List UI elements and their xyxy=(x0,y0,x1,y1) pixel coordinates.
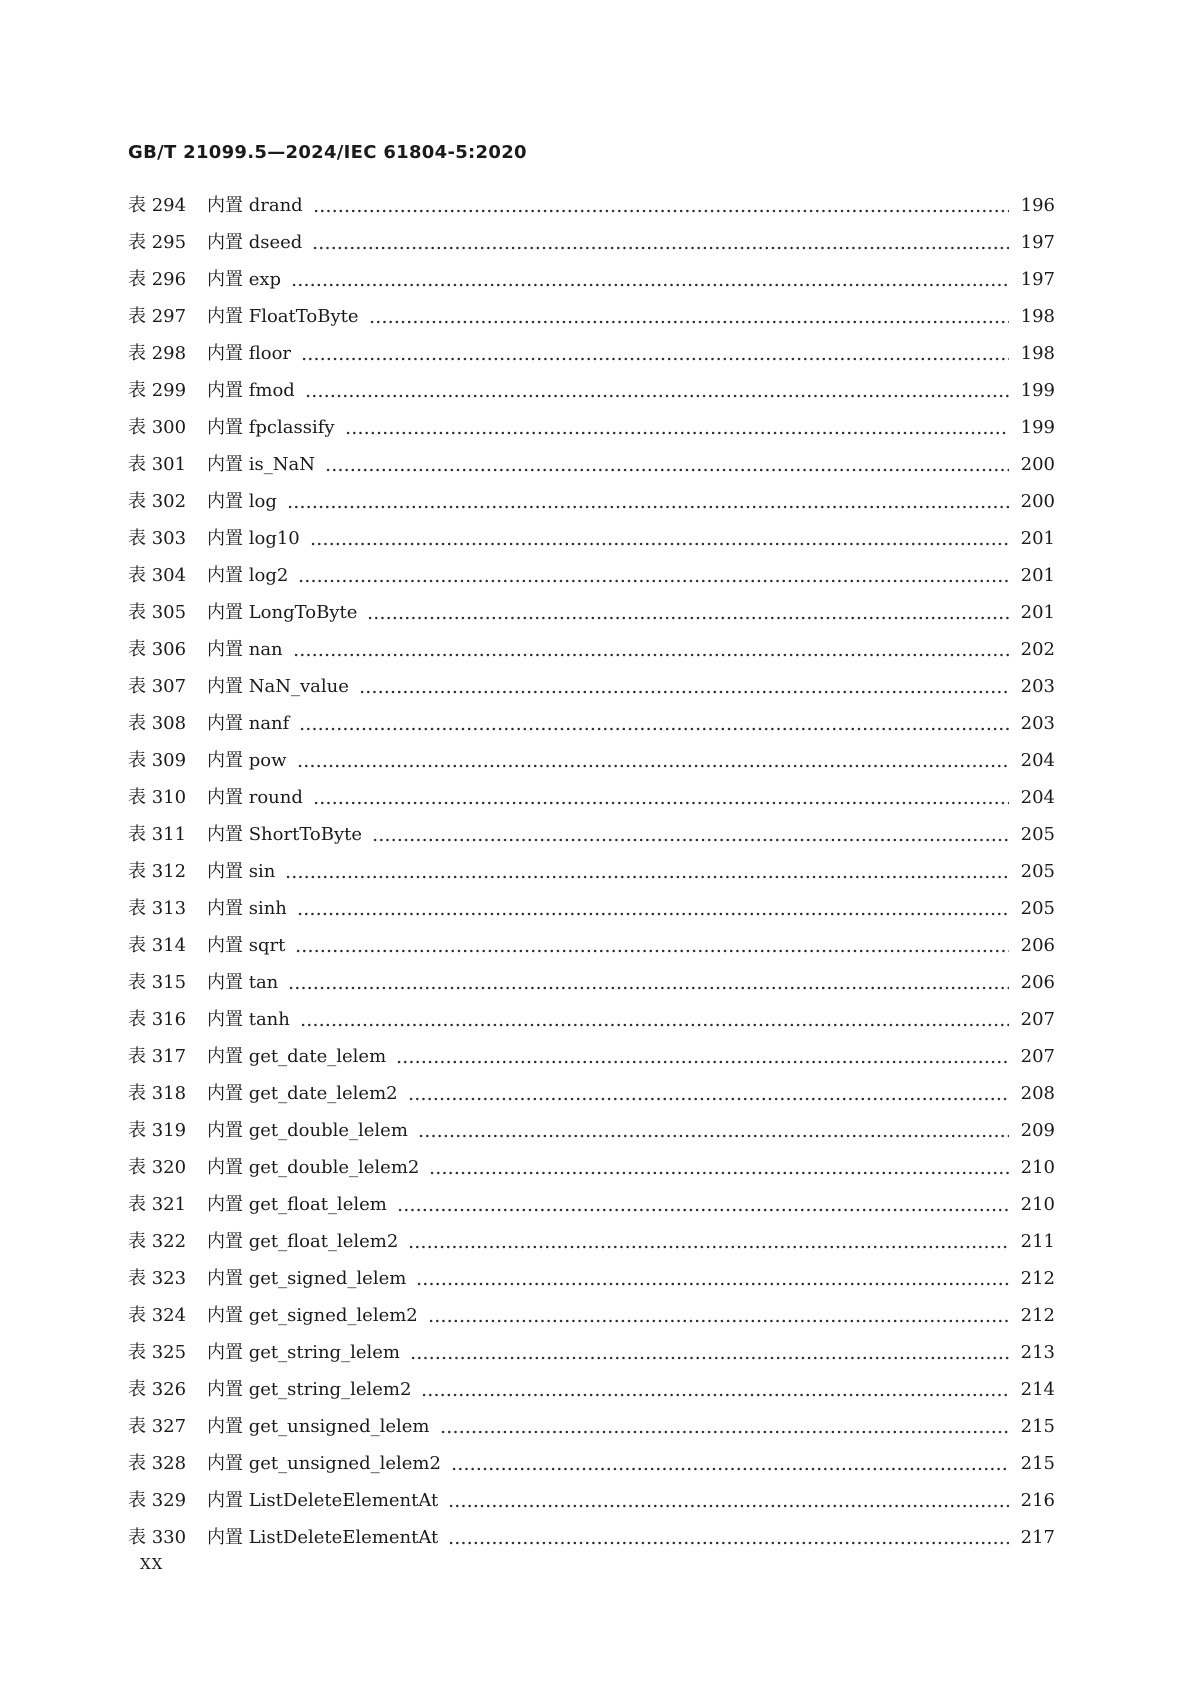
toc-entry-page: 210 xyxy=(1020,1157,1055,1178)
toc-entry[interactable] xyxy=(128,193,1055,230)
toc-entry-label: 表 308 xyxy=(128,713,187,734)
toc-entry-page: 217 xyxy=(1020,1527,1055,1548)
toc-entry[interactable] xyxy=(128,489,1055,526)
toc-entry-label: 表 328 xyxy=(128,1453,187,1474)
toc-entry-label: 表 295 xyxy=(128,232,187,253)
toc-entry-title: 内置 round xyxy=(207,787,303,808)
toc-entry-title: 内置 sin xyxy=(207,861,276,882)
toc-entry-label: 表 296 xyxy=(128,269,187,290)
toc-entry[interactable] xyxy=(128,230,1055,267)
toc-entry-label: 表 298 xyxy=(128,343,187,364)
toc-entry-label: 表 312 xyxy=(128,861,187,882)
dot-leader xyxy=(310,526,1009,552)
toc-entry-title: 内置 get_unsigned_lelem2 xyxy=(207,1453,441,1474)
dot-leader xyxy=(313,193,1009,219)
toc-entry-page: 211 xyxy=(1020,1231,1055,1252)
toc-entry-title: 内置 exp xyxy=(207,269,282,290)
dot-leader xyxy=(408,1229,1008,1255)
toc-entry-label: 表 321 xyxy=(128,1194,187,1215)
toc-entry[interactable] xyxy=(128,933,1055,970)
toc-entry-title: 内置 get_date_lelem xyxy=(207,1046,387,1067)
toc-entry[interactable] xyxy=(128,637,1055,674)
dot-leader xyxy=(428,1303,1009,1329)
toc-entry-title: 内置 get_string_lelem2 xyxy=(207,1379,412,1400)
toc-entry-title: 内置 get_unsigned_lelem xyxy=(207,1416,430,1437)
toc-entry[interactable] xyxy=(128,600,1055,637)
toc-entry-title: 内置 NaN_value xyxy=(207,676,349,697)
dot-leader xyxy=(372,822,1009,848)
dot-leader xyxy=(291,267,1009,293)
toc-entry-page: 205 xyxy=(1020,861,1055,882)
toc-entry-label: 表 314 xyxy=(128,935,187,956)
toc-entry-label: 表 300 xyxy=(128,417,187,438)
dot-leader xyxy=(397,1192,1009,1218)
toc-entry[interactable] xyxy=(128,563,1055,600)
toc-entry-page: 200 xyxy=(1020,454,1055,475)
toc-entry[interactable] xyxy=(128,896,1055,933)
dot-leader xyxy=(367,600,1008,626)
toc-entry-page: 204 xyxy=(1020,787,1055,808)
dot-leader xyxy=(345,415,1009,441)
toc-entry-title: 内置 ListDeleteElementAt xyxy=(207,1527,439,1548)
toc-entry-title: 内置 nanf xyxy=(207,713,290,734)
table-of-contents xyxy=(128,193,1055,1562)
toc-entry-label: 表 303 xyxy=(128,528,187,549)
toc-entry-label: 表 297 xyxy=(128,306,187,327)
toc-entry-page: 214 xyxy=(1020,1379,1055,1400)
toc-entry-page: 202 xyxy=(1020,639,1055,660)
toc-entry-page: 209 xyxy=(1020,1120,1055,1141)
toc-entry[interactable] xyxy=(128,1266,1055,1303)
dot-leader xyxy=(369,304,1009,330)
toc-entry-label: 表 299 xyxy=(128,380,187,401)
toc-entry-title: 内置 LongToByte xyxy=(207,602,358,623)
toc-entry-label: 表 301 xyxy=(128,454,187,475)
toc-entry-page: 203 xyxy=(1020,713,1055,734)
toc-entry[interactable] xyxy=(128,970,1055,1007)
toc-entry-label: 表 315 xyxy=(128,972,187,993)
toc-entry-page: 206 xyxy=(1020,935,1055,956)
dot-leader xyxy=(288,970,1008,996)
dot-leader xyxy=(408,1081,1009,1107)
toc-entry-title: 内置 sqrt xyxy=(207,935,286,956)
toc-entry[interactable] xyxy=(128,822,1055,859)
toc-entry-label: 表 319 xyxy=(128,1120,187,1141)
toc-entry[interactable] xyxy=(128,711,1055,748)
toc-entry-label: 表 329 xyxy=(128,1490,187,1511)
toc-entry[interactable] xyxy=(128,415,1055,452)
toc-entry[interactable] xyxy=(128,1118,1055,1155)
toc-entry-page: 199 xyxy=(1020,417,1055,438)
toc-entry-label: 表 325 xyxy=(128,1342,187,1363)
toc-entry-page: 199 xyxy=(1020,380,1055,401)
toc-entry-label: 表 322 xyxy=(128,1231,187,1252)
toc-entry-page: 201 xyxy=(1020,528,1055,549)
toc-entry-page: 205 xyxy=(1020,824,1055,845)
toc-entry-label: 表 311 xyxy=(128,824,187,845)
toc-entry-label: 表 302 xyxy=(128,491,187,512)
toc-entry-page: 213 xyxy=(1020,1342,1055,1363)
toc-entry-page: 207 xyxy=(1020,1046,1055,1067)
toc-entry-label: 表 326 xyxy=(128,1379,187,1400)
toc-entry[interactable] xyxy=(128,1081,1055,1118)
toc-entry-label: 表 294 xyxy=(128,195,187,216)
toc-entry-title: 内置 pow xyxy=(207,750,287,771)
toc-entry[interactable] xyxy=(128,1340,1055,1377)
dot-leader xyxy=(295,933,1008,959)
dot-leader xyxy=(325,452,1009,478)
toc-entry-label: 表 327 xyxy=(128,1416,187,1437)
toc-entry-title: 内置 fpclassify xyxy=(207,417,335,438)
dot-leader xyxy=(448,1525,1008,1551)
toc-entry-title: 内置 sinh xyxy=(207,898,287,919)
dot-leader xyxy=(312,230,1008,256)
toc-entry-title: 内置 nan xyxy=(207,639,283,660)
toc-entry-page: 201 xyxy=(1020,565,1055,586)
toc-entry-page: 205 xyxy=(1020,898,1055,919)
toc-entry-page: 196 xyxy=(1020,195,1055,216)
dot-leader xyxy=(418,1118,1009,1144)
toc-entry-title: 内置 floor xyxy=(207,343,292,364)
toc-entry-title: 内置 FloatToByte xyxy=(207,306,359,327)
toc-entry-label: 表 307 xyxy=(128,676,187,697)
toc-entry-title: 内置 get_double_lelem xyxy=(207,1120,408,1141)
dot-leader xyxy=(301,341,1009,367)
toc-entry-page: 200 xyxy=(1020,491,1055,512)
toc-entry-label: 表 309 xyxy=(128,750,187,771)
toc-entry[interactable] xyxy=(128,1192,1055,1229)
toc-entry[interactable] xyxy=(128,341,1055,378)
toc-entry[interactable] xyxy=(128,526,1055,563)
toc-entry-label: 表 305 xyxy=(128,602,187,623)
toc-entry[interactable] xyxy=(128,1044,1055,1081)
toc-entry[interactable] xyxy=(128,674,1055,711)
toc-entry[interactable] xyxy=(128,748,1055,785)
toc-entry-title: 内置 get_signed_lelem xyxy=(207,1268,407,1289)
toc-entry-page: 207 xyxy=(1020,1009,1055,1030)
dot-leader xyxy=(313,785,1009,811)
toc-entry-page: 198 xyxy=(1020,343,1055,364)
dot-leader xyxy=(298,563,1008,589)
toc-entry[interactable] xyxy=(128,1377,1055,1414)
toc-entry-title: 内置 drand xyxy=(207,195,303,216)
toc-entry-label: 表 330 xyxy=(128,1527,187,1548)
toc-entry[interactable] xyxy=(128,1155,1055,1192)
toc-entry-page: 215 xyxy=(1020,1416,1055,1437)
toc-entry[interactable] xyxy=(128,785,1055,822)
toc-entry-title: 内置 get_signed_lelem2 xyxy=(207,1305,418,1326)
toc-entry-page: 216 xyxy=(1020,1490,1055,1511)
toc-entry-label: 表 316 xyxy=(128,1009,187,1030)
toc-entry-title: 内置 ListDeleteElementAt xyxy=(207,1490,439,1511)
toc-entry-label: 表 317 xyxy=(128,1046,187,1067)
dot-leader xyxy=(299,711,1008,737)
toc-entry-page: 204 xyxy=(1020,750,1055,771)
toc-entry[interactable] xyxy=(128,1488,1055,1525)
dot-leader xyxy=(359,674,1009,700)
dot-leader xyxy=(410,1340,1009,1366)
toc-entry[interactable] xyxy=(128,452,1055,489)
dot-leader xyxy=(305,378,1009,404)
toc-entry[interactable] xyxy=(128,304,1055,341)
toc-entry-page: 206 xyxy=(1020,972,1055,993)
dot-leader xyxy=(285,859,1008,885)
toc-entry-page: 208 xyxy=(1020,1083,1055,1104)
dot-leader xyxy=(297,896,1009,922)
toc-entry-page: 197 xyxy=(1020,232,1055,253)
dot-leader xyxy=(416,1266,1008,1292)
toc-entry[interactable] xyxy=(128,1303,1055,1340)
page-number: XX xyxy=(140,1555,164,1573)
toc-entry-title: 内置 log xyxy=(207,491,277,512)
dot-leader xyxy=(287,489,1009,515)
toc-entry-page: 201 xyxy=(1020,602,1055,623)
dot-leader xyxy=(448,1488,1008,1514)
toc-entry[interactable] xyxy=(128,1414,1055,1451)
toc-entry-label: 表 324 xyxy=(128,1305,187,1326)
toc-entry[interactable] xyxy=(128,1229,1055,1266)
toc-entry-title: 内置 get_date_lelem2 xyxy=(207,1083,398,1104)
toc-entry-page: 210 xyxy=(1020,1194,1055,1215)
toc-entry-label: 表 306 xyxy=(128,639,187,660)
toc-entry-title: 内置 ShortToByte xyxy=(207,824,363,845)
toc-entry-title: 内置 get_float_lelem2 xyxy=(207,1231,399,1252)
toc-entry-title: 内置 tanh xyxy=(207,1009,290,1030)
toc-entry-title: 内置 tan xyxy=(207,972,279,993)
toc-entry-page: 212 xyxy=(1020,1305,1055,1326)
dot-leader xyxy=(297,748,1009,774)
toc-entry-page: 203 xyxy=(1020,676,1055,697)
toc-entry-label: 表 310 xyxy=(128,787,187,808)
toc-entry-title: 内置 get_string_lelem xyxy=(207,1342,400,1363)
toc-entry-title: 内置 log2 xyxy=(207,565,289,586)
dot-leader xyxy=(440,1414,1009,1440)
toc-entry-label: 表 323 xyxy=(128,1268,187,1289)
toc-entry-label: 表 313 xyxy=(128,898,187,919)
toc-entry[interactable] xyxy=(128,1525,1055,1562)
toc-entry-title: 内置 get_double_lelem2 xyxy=(207,1157,420,1178)
toc-entry-page: 198 xyxy=(1020,306,1055,327)
document-header: GB/T 21099.5—2024/IEC 61804-5:2020 xyxy=(128,142,527,163)
toc-entry-title: 内置 get_float_lelem xyxy=(207,1194,387,1215)
dot-leader xyxy=(396,1044,1008,1070)
dot-leader xyxy=(429,1155,1008,1181)
toc-entry-title: 内置 log10 xyxy=(207,528,300,549)
toc-entry-label: 表 304 xyxy=(128,565,187,586)
toc-entry[interactable] xyxy=(128,1007,1055,1044)
toc-entry-page: 212 xyxy=(1020,1268,1055,1289)
toc-entry-label: 表 318 xyxy=(128,1083,187,1104)
toc-entry[interactable] xyxy=(128,267,1055,304)
toc-entry-title: 内置 dseed xyxy=(207,232,303,253)
toc-entry-page: 197 xyxy=(1020,269,1055,290)
toc-entry-title: 内置 fmod xyxy=(207,380,295,401)
toc-entry-label: 表 320 xyxy=(128,1157,187,1178)
dot-leader xyxy=(451,1451,1009,1477)
toc-entry-title: 内置 is_NaN xyxy=(207,454,315,475)
toc-entry[interactable] xyxy=(128,859,1055,896)
toc-entry-page: 215 xyxy=(1020,1453,1055,1474)
toc-entry[interactable] xyxy=(128,378,1055,415)
toc-entry[interactable] xyxy=(128,1451,1055,1488)
dot-leader xyxy=(293,637,1009,663)
dot-leader xyxy=(300,1007,1009,1033)
dot-leader xyxy=(421,1377,1008,1403)
